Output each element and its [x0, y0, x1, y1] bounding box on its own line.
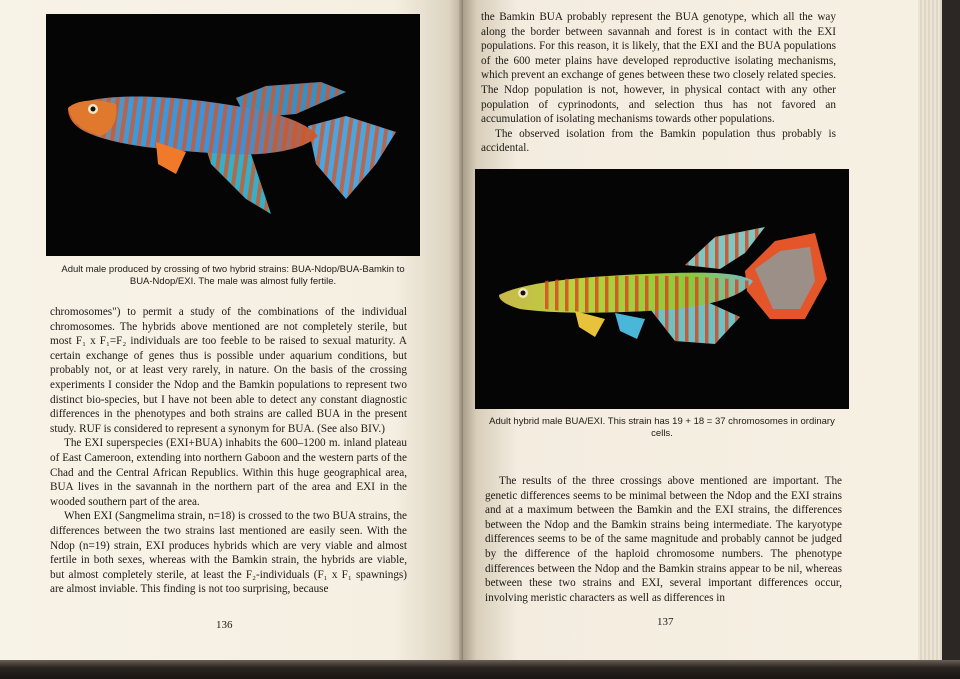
page-number-left: 136: [216, 619, 233, 631]
right-page: [463, 0, 918, 664]
left-page: [0, 0, 463, 664]
page-number-right: 137: [657, 616, 674, 628]
left-paragraph-3: When EXI (Sangmelima strain, n=18) is crossed to the two BUA strains, the differences between the two strains last mentioned are easily seen. With the Ndop (n=19) strain, EXI produces hybrids which are very viable and almost fertile in both sexes, whereas with the Bamkin strain, the hybrids are viable, but almost completely sterile, at least the F₂-individuals (F₁ x F₁ spawnings) are almost inviable. This finding is not too surprising, because: [50, 510, 407, 596]
right-body-text-bottom: [485, 474, 842, 605]
book-edge-shadow: [942, 0, 960, 664]
right-paragraph-2: The observed isolation from the Bamkin population thus probably is accidental.: [481, 127, 836, 155]
book-bottom-edge: [0, 660, 960, 679]
fish-illustration-left: [46, 14, 420, 256]
right-paragraph-3: The results of the three crossings above mentioned are important. The genetic differences seems to be minimal between the Ndop and the EXI strains and at a maximum between the Bamkin and the EXI strains, the differences between the Ndop and the Bamkin strains being intermediate. The karyotype differences seems to be of the same magnitude and probably cannot be judged by the difference of the haploid chromosome numbers. The phenotype differences between the Ndop and the Bamkin strains appear to be nil, whereas between these two strains and EXI, several important differences occur, involving meristic characters as well as differences in: [485, 475, 842, 604]
right-photo-caption: Adult hybrid male BUA/EXI. This strain has 19 + 18 = 37 chromosomes in ordinary cells.: [489, 416, 835, 439]
right-body-text-top: [481, 10, 836, 156]
left-photo-caption: Adult male produced by crossing of two hybrid strains: BUA-Ndop/BUA-Bamkin to BUA-Ndop/EXI. The male was almost fully fertile.: [61, 264, 405, 287]
fish-illustration-right: [475, 169, 849, 409]
left-paragraph-1: chromosomes") to permit a study of the combinations of the individual chromosomes. The hybrids above mentioned are not completely sterile, but most F₁ x F₁=F₂ individuals are too feeble to be raised to sexual maturity. A certain exchange of genes thus is possible under aquarium conditions, but probably not, or at least very rarely, in nature. On the basis of the crossing experiments I consider the Ndop and the Bamkin populations to represent two distinct bio-species, but I have not been able to detect any constant diagnostic differences in the phenotypes and both strains are called BUA in the present study. RUF is considered to represent a synonym for BUA. (See also BIV.): [50, 306, 407, 435]
left-body-text: [50, 305, 407, 597]
fish-photo-right: [475, 169, 849, 409]
right-paragraph-1: the Bamkin BUA probably represent the BUA genotype, which all the way along the border between savannah and forest is in contact with the EXI populations. For this reason, it is likely, that the EXI and the BUA populations of the 600 meter plains have developed reproductive isolating mechanisms, which prevent an exchange of genes between these two closely related species. The Ndop population is not, however, in physical contact with any other population of cyprinodonts, and selection thus has not favored an accumulation of isolating mechanisms towards other populations.: [481, 11, 836, 126]
fish-photo-left: [46, 14, 420, 256]
left-paragraph-2: The EXI superspecies (EXI+BUA) inhabits the 600–1200 m. inland plateau of East Cameroon, extending into northern Gaboon and the western parts of the Chad and the Central African Republics. Within this huge geographical area, BUA lives in the savannah in the northern part of the area and EXI in the wooded southern part of the area.: [50, 437, 407, 508]
